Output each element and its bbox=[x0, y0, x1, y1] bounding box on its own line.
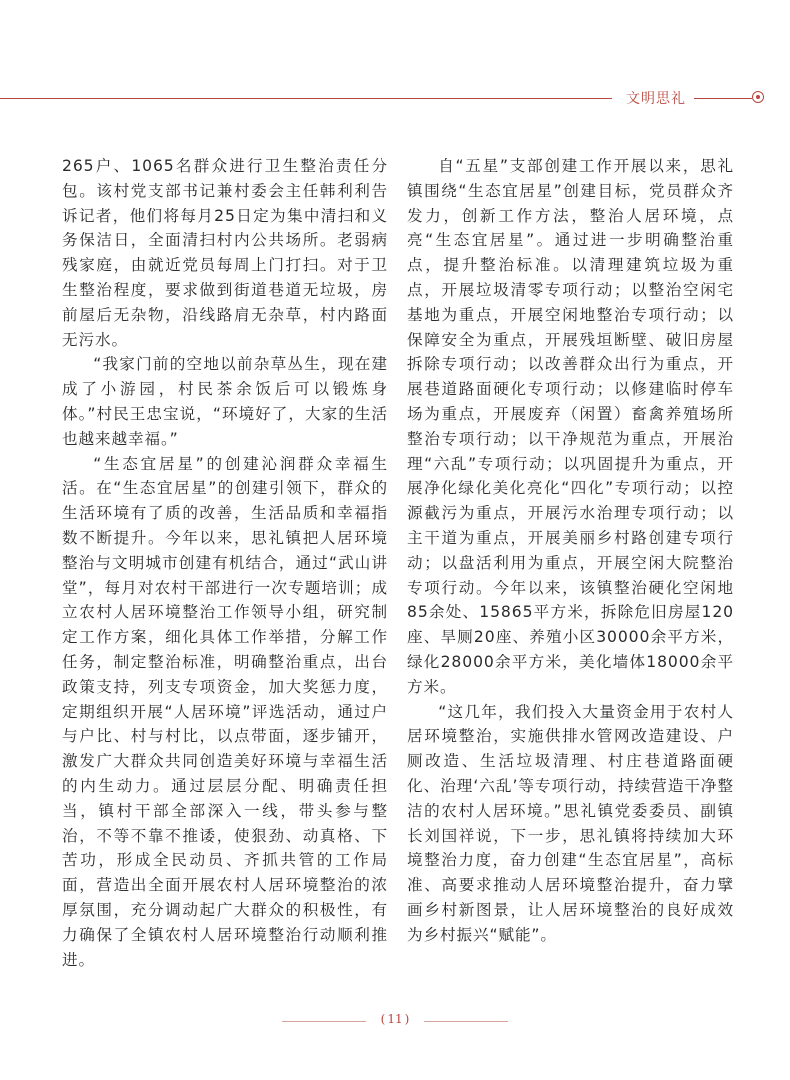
page-number: ( 11 ) bbox=[372, 1012, 418, 1026]
header-rule-right bbox=[694, 98, 752, 99]
footer-rule-left bbox=[282, 1021, 366, 1022]
article-paragraph: 265户、1065名群众进行卫生整治责任分包。该村党支部书记兼村委会主任韩利利告诉记者，他们将每月25日定为集中清扫和义务保洁日，全面清扫村内公共场所。老弱病残家庭，由就近党员每周上门打扫。对于卫生整治程度，要求做到街道巷道无垃圾，房前屋后无杂物，沿线路肩无杂草，村内路面无污水。 bbox=[62, 157, 388, 349]
header-rule-left bbox=[0, 98, 612, 99]
article-paragraph: “这几年，我们投入大量资金用于农村人居环境整治，实施供排水管网改造建设、户厕改造、生活垃圾清理、村庄巷道路面硬化、治理‘六乱’等专项行动，持续营造干净整洁的农村人居环境。”思礼镇党委委员、副镇长刘国祥说，下一步，思礼镇将持续加大环境整治力度，奋力创建“生态宜居星”，高标准、高要求推动人居环境整治提升，奋力擘画乡村新图景，让人居环境整治的良好成效为乡村振兴“赋能”。 bbox=[407, 702, 734, 944]
section-title: 文明思礼 bbox=[626, 91, 686, 107]
page-footer bbox=[0, 1010, 790, 1034]
article-paragraph: “我家门前的空地以前杂草丛生，现在建成了小游园，村民茶余饭后可以锻炼身体。”村民王忠宝说，“环境好了，大家的生活也越来越幸福。” bbox=[62, 355, 388, 448]
right-column bbox=[407, 154, 734, 948]
article-paragraph: 自“五星”支部创建工作开展以来，思礼镇围绕“生态宜居星”创建目标，党员群众齐发力，创新工作方法，整治人居环境，点亮“生态宜居星”。通过进一步明确整治重点，提升整治标准。以清理建筑垃圾为重点，开展垃圾清零专项行动；以整治空闲宅基地为重点，开展空闲地整治专项行动；以保障安全为重点，开展残垣断壁、破旧房屋拆除专项行动；以改善群众出行为重点，开展巷道路面硬化专项行动；以修建临时停车场为重点，开展废弃（闲置）畜禽养殖场所整治专项行动；以干净规范为重点，开展治理“六乱”专项行动；以巩固提升为重点，开展净化绿化美化亮化“四化”专项行动；以控源截污为重点，开展污水治理专项行动；以主干道为重点，开展美丽乡村路创建专项行动；以盘活利用为重点，开展空闲大院整治专项行动。今年以来，该镇整治硬化空闲地85余处、15865平方米，拆除危旧房屋120座、旱厕20座、养殖小区30000余平方米，绿化28000余平方米，美化墙体18000余平方米。 bbox=[407, 157, 734, 696]
footer-rule-right bbox=[424, 1021, 508, 1022]
article-paragraph: “生态宜居星”的创建沁润群众幸福生活。在“生态宜居星”的创建引领下，群众的生活环境有了质的改善，生活品质和幸福指数不断提升。今年以来，思礼镇把人居环境整治与文明城市创建有机结合，通过“武山讲堂”，每月对农村干部进行一次专题培训；成立农村人居环境整治工作领导小组，研究制定工作方案，细化具体工作举措，分解工作任务，制定整治标准，明确整治重点，出台政策支持，列支专项资金，加大奖惩力度，定期组织开展“人居环境”评选活动，通过户与户比、村与村比，以点带面，逐步铺开，激发广大群众共同创造美好环境与幸福生活的内生动力。通过层层分配、明确责任担当，镇村干部全部深入一线，带头参与整治，不等不靠不推诿，使狠劲、动真格、下苦功，形成全民动员、齐抓共管的工作局面，营造出全面开展农村人居环境整治的浓厚氛围，充分调动起广大群众的积极性，有力确保了全镇农村人居环境整治行动顺利推进。 bbox=[62, 454, 388, 969]
circle-dot-icon bbox=[752, 91, 764, 103]
page-header bbox=[0, 84, 790, 114]
left-column bbox=[62, 154, 388, 972]
